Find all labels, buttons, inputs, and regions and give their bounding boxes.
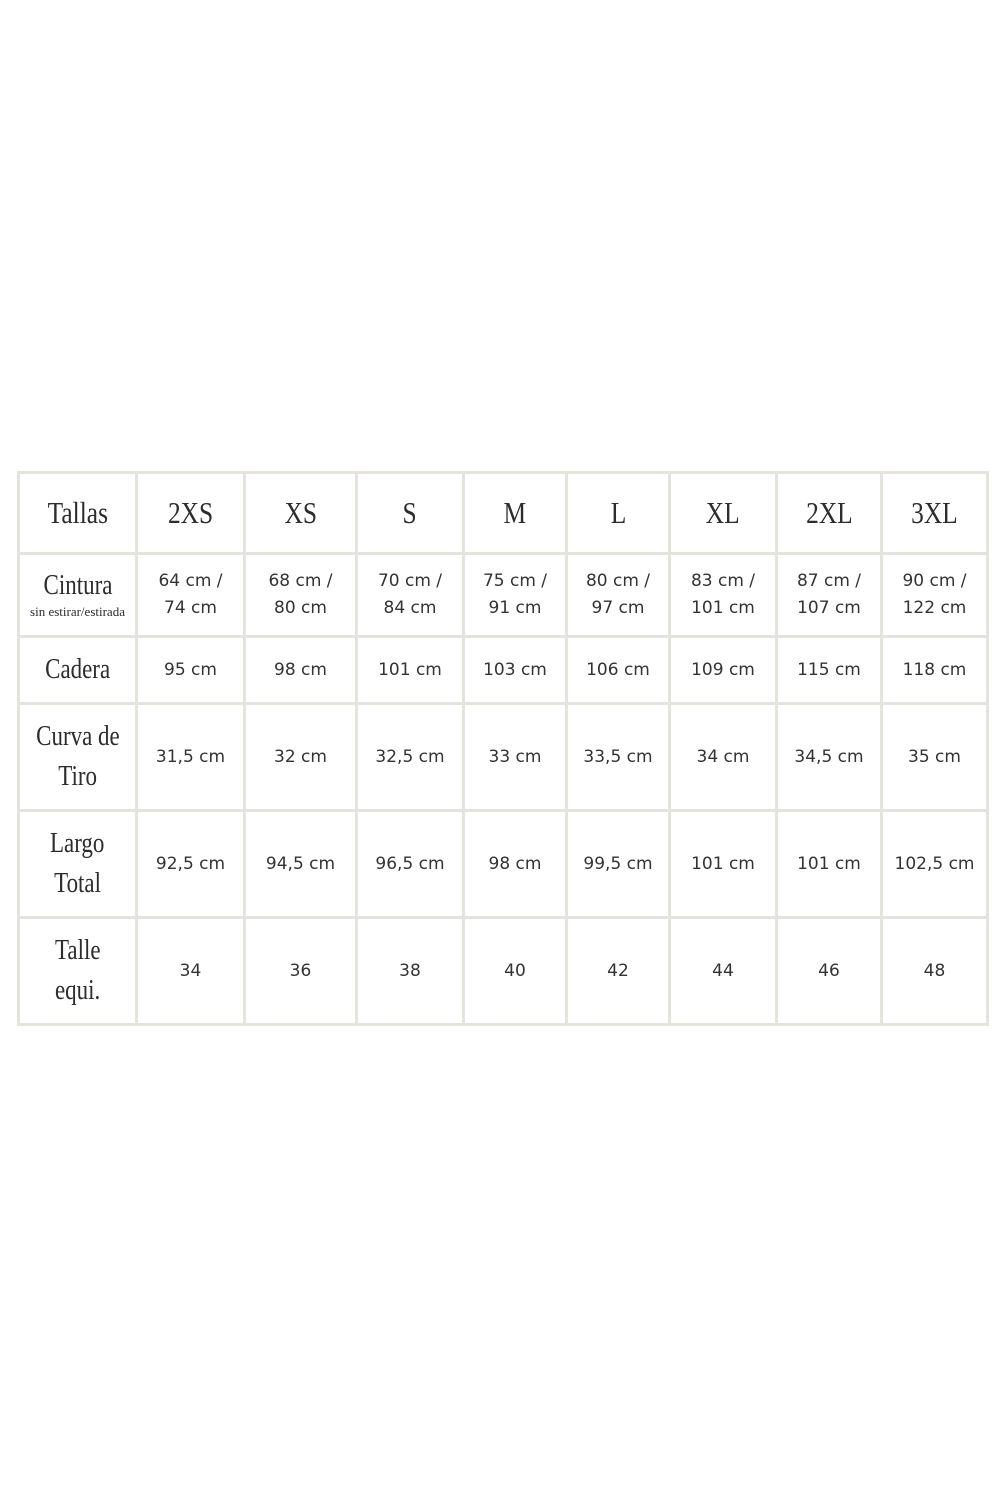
size-header-cell	[882, 473, 988, 554]
cell-value: 33,5 cm	[583, 746, 653, 767]
table-cell	[357, 704, 464, 811]
table-cell	[137, 554, 245, 637]
cell-value: 118 cm	[902, 659, 967, 680]
cell-value: 96,5 cm	[375, 853, 445, 874]
cell-value: 106 cm	[586, 659, 650, 680]
size-header-cell	[670, 473, 777, 554]
table-row-curva-de-tiro	[19, 704, 988, 811]
row-label-cell	[19, 637, 137, 704]
cell-value: 98 cm	[274, 659, 327, 680]
table-cell	[567, 637, 670, 704]
table-cell	[670, 811, 777, 918]
cell-value-line1: 75 cm /	[482, 571, 548, 591]
table-cell	[670, 918, 777, 1025]
cell-value: 94,5 cm	[265, 853, 336, 874]
cell-value-line1: 80 cm /	[585, 571, 651, 591]
table-cell	[137, 637, 245, 704]
row-label-line1: Talle	[54, 935, 101, 966]
cell-value: 95 cm	[164, 659, 217, 680]
size-header: S	[402, 494, 418, 530]
table-cell	[464, 918, 567, 1025]
row-label-cell	[19, 918, 137, 1025]
cell-value: 42	[607, 960, 629, 981]
cell-value: 34 cm	[696, 746, 750, 767]
cell-value-line2: 97 cm	[591, 598, 645, 618]
table-cell	[567, 704, 670, 811]
table-cell	[245, 918, 357, 1025]
cell-value-line1: 90 cm /	[902, 571, 967, 591]
table-cell	[777, 554, 882, 637]
table-cell	[357, 918, 464, 1025]
cell-value-line1: 64 cm /	[158, 571, 223, 591]
table-row-talle-equi	[19, 918, 988, 1025]
table-cell	[137, 704, 245, 811]
row-label-line2: equi.	[54, 975, 101, 1006]
row-sublabel: sin estirar/estirada	[30, 604, 125, 619]
cell-value: 31,5 cm	[155, 746, 226, 767]
size-header-cell	[567, 473, 670, 554]
cell-value-line2: 74 cm	[164, 598, 217, 618]
table-cell	[882, 811, 988, 918]
header-row	[19, 473, 988, 554]
size-header-cell	[357, 473, 464, 554]
row-label-cell	[19, 811, 137, 918]
table-cell	[357, 811, 464, 918]
cell-value: 109 cm	[691, 659, 755, 680]
table-cell	[777, 637, 882, 704]
table-cell	[357, 637, 464, 704]
cell-value-line1: 83 cm /	[690, 571, 756, 591]
cell-value: 103 cm	[483, 659, 547, 680]
cell-value: 34	[179, 960, 202, 981]
table-cell	[464, 811, 567, 918]
table-cell	[245, 811, 357, 918]
row-label-cell	[19, 704, 137, 811]
table-cell	[777, 918, 882, 1025]
cell-value: 92,5 cm	[155, 853, 226, 874]
size-header: L	[610, 494, 626, 530]
table-cell	[670, 704, 777, 811]
table-row-largo-total	[19, 811, 988, 918]
table-cell	[137, 811, 245, 918]
cell-value: 34,5 cm	[794, 746, 864, 767]
cell-value: 99,5 cm	[583, 853, 653, 874]
cell-value: 35 cm	[908, 746, 961, 767]
table-cell	[567, 554, 670, 637]
table-cell	[882, 918, 988, 1025]
size-header-cell	[464, 473, 567, 554]
table-cell	[245, 554, 357, 637]
cell-value-line2: 80 cm	[274, 598, 327, 618]
table-row-cadera	[19, 637, 988, 704]
cell-value-line1: 70 cm /	[377, 571, 443, 591]
cell-value: 101 cm	[691, 853, 755, 874]
table-cell	[245, 704, 357, 811]
cell-value: 115 cm	[797, 659, 861, 680]
size-header: 3XL	[911, 494, 958, 530]
row-label-line2: Tiro	[58, 761, 97, 792]
cell-value: 101 cm	[378, 659, 442, 680]
table-cell	[464, 554, 567, 637]
size-header: 2XS	[167, 494, 214, 530]
row-label: Cadera	[44, 654, 111, 685]
table-cell	[567, 918, 670, 1025]
table-cell	[882, 704, 988, 811]
cell-value: 33 cm	[488, 746, 542, 767]
cell-value-line2: 84 cm	[383, 598, 437, 618]
table-cell	[137, 918, 245, 1025]
cell-value: 46	[818, 960, 840, 981]
cell-value: 102,5 cm	[894, 853, 975, 874]
cell-value: 44	[712, 960, 734, 981]
size-header: 2XL	[805, 494, 853, 530]
cell-value: 48	[923, 960, 946, 981]
size-chart-table	[17, 471, 989, 1026]
table-cell	[670, 637, 777, 704]
table-cell	[777, 704, 882, 811]
row-label: Cintura	[43, 570, 112, 601]
cell-value-line2: 122 cm	[902, 598, 967, 618]
cell-value-line2: 101 cm	[691, 598, 755, 618]
cell-value-line2: 91 cm	[488, 598, 542, 618]
cell-value: 40	[504, 960, 526, 981]
table-cell	[777, 811, 882, 918]
cell-value: 98 cm	[488, 853, 542, 874]
size-header: XL	[706, 494, 740, 530]
cell-value: 101 cm	[797, 853, 861, 874]
size-header: XS	[284, 494, 317, 530]
row-label-line2: Total	[54, 868, 101, 899]
cell-value-line1: 87 cm /	[796, 571, 862, 591]
row-label-line1: Curva de	[35, 721, 120, 752]
table-cell	[357, 554, 464, 637]
table-cell	[464, 704, 567, 811]
table-cell	[882, 554, 988, 637]
size-header-cell	[245, 473, 357, 554]
table-cell	[670, 554, 777, 637]
table-cell	[245, 637, 357, 704]
table-cell	[567, 811, 670, 918]
cell-value: 32,5 cm	[375, 746, 445, 767]
size-header: M	[503, 494, 527, 530]
size-header-cell	[137, 473, 245, 554]
table-cell	[464, 637, 567, 704]
header-label-cell	[19, 473, 137, 554]
cell-value: 38	[399, 960, 421, 981]
table-row-cintura	[19, 554, 988, 637]
row-label-line1: Largo	[50, 828, 105, 859]
cell-value: 36	[289, 960, 312, 981]
cell-value-line2: 107 cm	[797, 598, 861, 618]
header-label: Tallas	[47, 494, 108, 530]
row-label-cell	[19, 554, 137, 637]
size-header-cell	[777, 473, 882, 554]
cell-value: 32 cm	[274, 746, 327, 767]
cell-value-line1: 68 cm /	[268, 571, 333, 591]
table-cell	[882, 637, 988, 704]
